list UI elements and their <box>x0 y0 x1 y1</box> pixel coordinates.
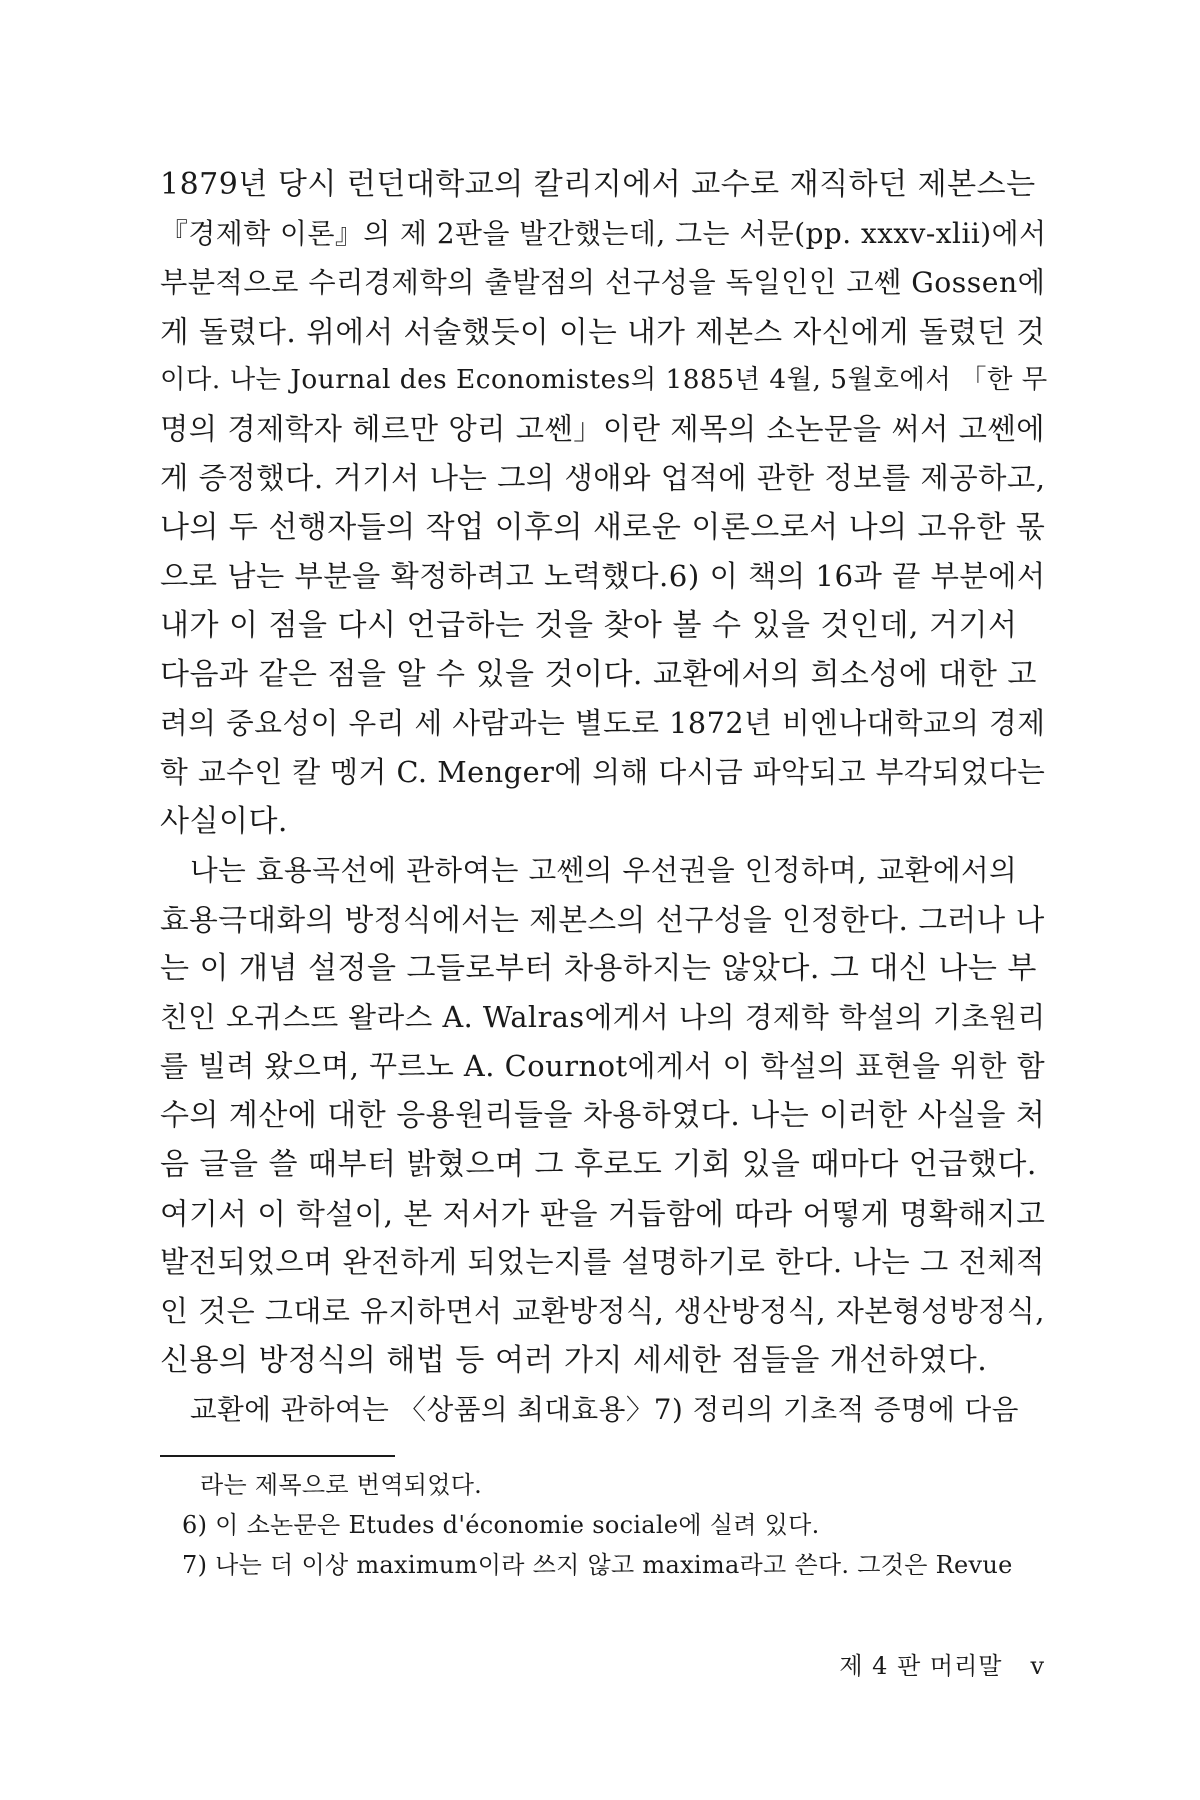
text-line: 여기서 이 학설이, 본 저서가 판을 거듭함에 따라 어떻게 명확해지고 <box>160 1196 1046 1231</box>
text-line: 다음과 같은 점을 알 수 있을 것이다. 교환에서의 희소성에 대한 고 <box>160 657 1037 692</box>
footnote-6: 6) 이 소논문은 Etudes d'économie sociale에 실려 있다. <box>182 1511 820 1539</box>
text-line: 신용의 방정식의 해법 등 여러 가지 세세한 점들을 개선하였다. <box>160 1343 988 1378</box>
text-line: 『경제학 이론』의 제 2판을 발간했는데, 그는 서문(pp. xxxv-xlii)에서 <box>160 217 1047 250</box>
text-line: 사실이다. <box>160 804 288 839</box>
page-number: v <box>1030 1652 1045 1680</box>
footnotes <box>160 1465 1045 1585</box>
text-line: 부분적으로 수리경제학의 출발점의 선구성을 독일인인 고쎈 Gossen에 <box>160 266 1046 299</box>
text-line: 음 글을 쓸 때부터 밝혔으며 그 후로도 기회 있을 때마다 언급했다. <box>160 1147 1037 1182</box>
text-line: 려의 중요성이 우리 세 사람과는 별도로 1872년 비엔나대학교의 경제 <box>160 706 1046 740</box>
text-line: 인 것은 그대로 유지하면서 교환방정식, 생산방정식, 자본형성방정식, <box>160 1294 1045 1328</box>
text-line: 를 빌려 왔으며, 꾸르노 A. Cournot에게서 이 학설의 표현을 위한 함 <box>160 1049 1046 1083</box>
text-line: 효용극대화의 방정식에서는 제본스의 선구성을 인정한다. 그러나 나 <box>160 902 1045 937</box>
text-line: 친인 오귀스뜨 왈라스 A. Walras에게서 나의 경제학 학설의 기초원리 <box>160 1000 1046 1034</box>
footnote-7: 7) 나는 더 이상 maximum이라 쓰지 않고 maxima라고 쓴다. 그것은 Revue <box>182 1551 1013 1579</box>
text-line: 명의 경제학자 헤르만 앙리 고쎈」이란 제목의 소논문을 써서 고쎈에 <box>160 412 1045 446</box>
text-line: 학 교수인 칼 멩거 C. Menger에 의해 다시금 파악되고 부각되었다는 <box>160 755 1046 789</box>
paragraph-1 <box>160 160 1048 846</box>
text-line: 나의 두 선행자들의 작업 이후의 새로운 이론으로서 나의 고유한 몫 <box>160 510 1046 545</box>
running-title: 제 4 판 머리말 <box>839 1652 1003 1680</box>
paragraph-3 <box>160 1385 1045 1434</box>
text-line: 1879년 당시 런던대학교의 칼리지에서 교수로 재직하던 제본스는 <box>160 167 1036 202</box>
footnote-divider <box>160 1455 395 1457</box>
main-text <box>160 160 1048 1434</box>
text-line: 발전되었으며 완전하게 되었는지를 설명하기로 한다. 나는 그 전체적 <box>160 1245 1045 1279</box>
text-line: 는 이 개념 설정을 그들로부터 차용하지는 않았다. 그 대신 나는 부 <box>160 951 1037 986</box>
text-line: 게 돌렸다. 위에서 서술했듯이 이는 내가 제본스 자신에게 돌렸던 것 <box>160 314 1046 349</box>
footnote-continuation: 라는 제목으로 번역되었다. <box>200 1471 483 1499</box>
text-line: 으로 남는 부분을 확정하려고 노력했다.6) 이 책의 16과 끝 부분에서 <box>160 559 1046 593</box>
text-line: 교환에 관하여는 〈상품의 최대효용〉7) 정리의 기초적 증명에 다음 <box>190 1393 1019 1426</box>
text-line: 게 증정했다. 거기서 나는 그의 생애와 업적에 관한 정보를 제공하고, <box>160 461 1046 495</box>
text-line: 나는 효용곡선에 관하여는 고쎈의 우선권을 인정하며, 교환에서의 <box>190 853 1018 887</box>
running-footer <box>839 1650 1045 1682</box>
text-line: 수의 계산에 대한 응용원리들을 차용하였다. 나는 이러한 사실을 처 <box>160 1098 1046 1133</box>
text-line: 이다. 나는 Journal des Economistes의 1885년 4월, 5월호에서 「한 무 <box>160 365 1048 395</box>
paragraph-2 <box>160 846 1045 1385</box>
text-line: 내가 이 점을 다시 언급하는 것을 찾아 볼 수 있을 것인데, 거기서 <box>160 608 1018 643</box>
